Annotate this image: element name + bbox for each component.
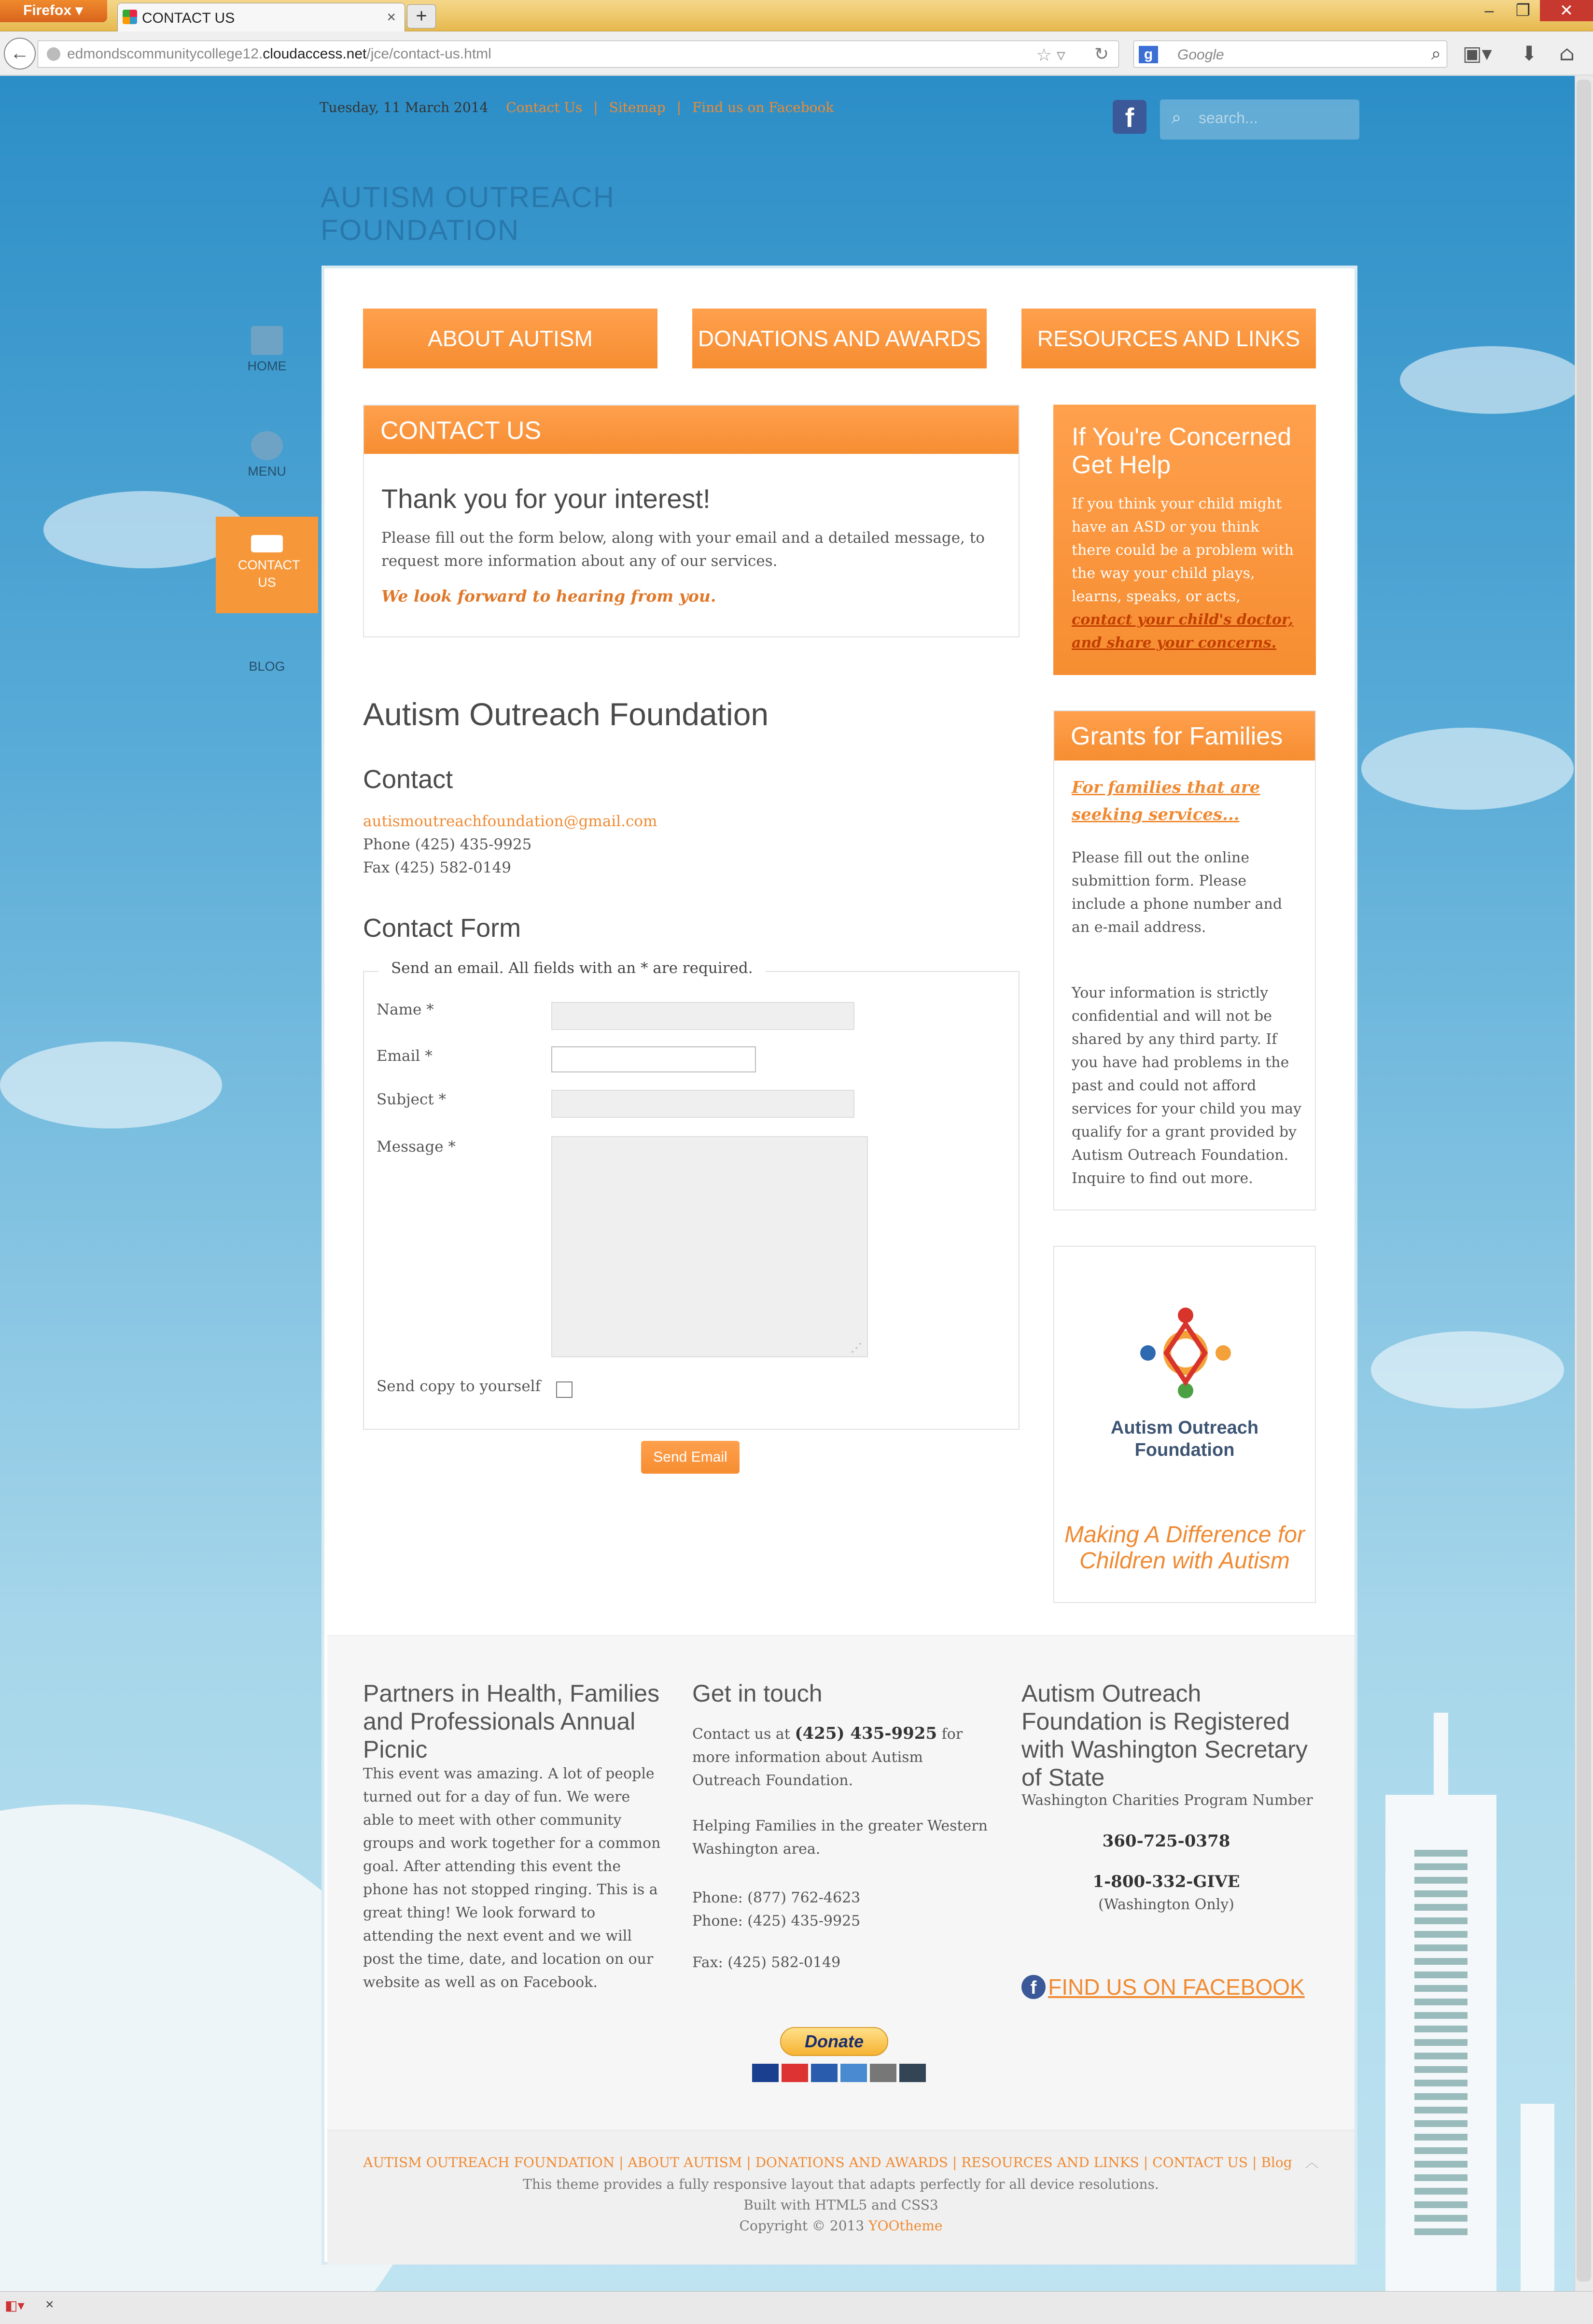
foundation-logo-line2: Foundation [1134,1440,1235,1460]
new-tab-button[interactable]: + [407,4,436,28]
subject-label: Subject * [377,1091,447,1108]
back-to-top-icon[interactable]: ︿ [1305,2155,1319,2170]
facebook-icon: f [1021,1975,1046,1999]
main-content [321,266,1357,2265]
restore-icon[interactable]: ❐ [1515,1,1531,20]
search-engine-placeholder: Google [1177,47,1224,63]
concerned-text: If you think your child might have an ASD or you think there could be a problem with the way your child plays, learns, speaks, or acts, [1072,495,1294,605]
nav-donations-and-awards[interactable]: DONATIONS AND AWARDS [692,309,987,368]
status-bar [0,2291,1593,2324]
tab-close-icon[interactable]: × [387,8,396,26]
contact-intro-text: Please fill out the form below, along with your email and a detailed message, to request more information about any of our services. [381,529,985,570]
tab-title: CONTACT US [142,10,235,26]
building-decoration [1385,1795,1496,2291]
card-icon [811,2064,838,2082]
footer-bottom-bar [327,2130,1355,2265]
url-bar[interactable] [38,41,1119,68]
bookmarks-menu-icon[interactable]: ▣▾ [1463,42,1492,65]
footer-link-contact[interactable]: CONTACT US [1152,2155,1248,2170]
toolbar-link-facebook[interactable]: Find us on Facebook [692,99,834,115]
footer-link-resources[interactable]: RESOURCES AND LINKS [961,2155,1139,2170]
form-legend: Send an email. All fields with an * are required. [378,959,766,977]
firefox-menu-button[interactable]: Firefox ▾ [0,0,107,22]
contact-doctor-link[interactable]: contact your child's doctor, and share your concerns. [1072,611,1294,651]
url-domain: cloudaccess.net [263,46,367,62]
grants-families-link[interactable]: For families that are seeking services... [1072,778,1260,824]
theme-description: This theme provides a fully responsive layout that adapts perfectly for all device resolutions. [523,2176,1159,2192]
concerned-title-line1: If You're Concerned [1072,423,1292,451]
foundation-logo-box [1053,1246,1316,1603]
cloud-decoration [1400,346,1583,414]
thank-you-title: Thank you for your interest! [381,483,711,514]
footer-link-blog[interactable]: Blog [1261,2155,1292,2170]
org-name-heading: Autism Outreach Foundation [363,696,769,732]
grants-box [1053,710,1316,1211]
grants-paragraph-1: Please fill out the online submittion form. Please include a phone number and an e-mail address. [1072,849,1283,936]
email-input[interactable] [551,1046,756,1072]
footer-fax: Fax: (425) 582-0149 [692,1954,841,1971]
footer-picnic-text: This event was amazing. A lot of people turned out for a day of fun. We were able to meet with other community groups and work together for a common goal. After attending this event the phone has not stopped ringing. This is a great thing! We look forward to attending the next event and we will post the time, date, and location on our website as well as on Facebook. [363,1765,661,1991]
sidebar-item-label: BLOG [249,659,285,674]
card-icon [840,2064,867,2082]
concerned-title [1072,423,1298,479]
send-copy-checkbox[interactable] [556,1381,573,1398]
message-label: Message * [377,1138,456,1155]
sidebar-item-label: HOME [247,359,287,373]
footer-registered-title: Autism Outreach Foundation is Registered with Washington Secretary of State [1021,1680,1308,1791]
card-icon [752,2064,779,2082]
find-us-facebook-link[interactable]: FIND US ON FACEBOOK [1048,1974,1305,2000]
built-with-text: Built with HTML5 and CSS3 [743,2197,938,2213]
footer-link-home[interactable]: AUTISM OUTREACH FOUNDATION [363,2155,615,2170]
url-prefix: edmondscommunitycollege12. [67,46,263,62]
footer-menu: AUTISM OUTREACH FOUNDATION | ABOUT AUTISM | DONATIONS AND AWARDS | RESOURCES AND LINKS | CONTACT US | Blog ︿ [363,2155,1319,2170]
current-date: Tuesday, 11 March 2014 [320,99,489,115]
slogan-line2: Children with Autism [1079,1548,1290,1574]
org-phone: Phone (425) 435-9925 [363,836,532,853]
cloud-decoration [0,1042,222,1128]
web-search-input[interactable] [1133,41,1447,68]
toolbar-link-sitemap[interactable]: Sitemap [609,99,666,115]
contact-card-icon [251,535,283,552]
downloads-icon[interactable]: ⬇ [1521,42,1538,65]
footer-get-in-touch-title: Get in touch [692,1680,823,1707]
payment-cards [752,2064,926,2082]
status-close-icon[interactable]: × [45,2296,54,2312]
send-email-button[interactable]: Send Email [641,1441,740,1474]
back-button[interactable]: ← [4,38,36,70]
copyright [327,2218,1355,2234]
footer-contact-phone: (425) 435-9925 [795,1724,937,1743]
sidebar-item-blog[interactable] [216,659,318,674]
browser-chrome [0,0,1593,76]
footer-facebook-link-row[interactable] [1021,1974,1305,2003]
footer-contact-post: for more information about Autism Outreach Foundation. [692,1726,963,1789]
tab-contact-us[interactable] [117,3,405,31]
card-icon [782,2064,808,2082]
sidebar-item-home[interactable] [216,326,318,374]
email-label: Email * [377,1047,433,1065]
scrollbar-thumb[interactable] [1577,80,1591,2282]
site-search-placeholder: search... [1199,109,1258,127]
bookmark-star-icon[interactable]: ☆ ▿ [1036,45,1065,65]
reload-icon[interactable]: ↻ [1094,44,1109,64]
logo-line1: AUTISM OUTREACH [321,181,615,213]
search-icon: ⌕ [1172,107,1182,127]
concerned-title-line2: Get Help [1072,451,1171,479]
menu-icon [251,431,283,460]
footer-program-label: Washington Charities Program Number [1021,1792,1313,1809]
foundation-slogan [1054,1522,1315,1574]
foundation-logo-icon [1137,1305,1234,1401]
resize-handle-icon[interactable]: ⋰ [851,1341,862,1354]
name-label: Name * [377,1001,434,1018]
footer-program-number: 360-725-0378 [1102,1831,1230,1851]
addon-icon[interactable]: ◧▾ [5,2298,25,2313]
toolbar-link-contact-us[interactable]: Contact Us [506,99,583,115]
footer-contact-pre: Contact us at [692,1726,790,1743]
send-copy-label: Send copy to yourself [377,1378,541,1395]
firefox-menu-label: Firefox [23,2,72,18]
minimize-icon[interactable]: – [1484,1,1494,20]
card-icon [870,2064,896,2082]
footer-contact-text [692,1722,992,1792]
nav-resources-and-links[interactable]: RESOURCES AND LINKS [1021,309,1316,368]
concerned-box [1053,405,1316,675]
contact-tagline: We look forward to hearing from you. [381,587,716,606]
cloud-decoration [1371,1331,1564,1408]
logo-line2: FOUNDATION [321,214,520,246]
grants-paragraph-2: Your information is strictly confidential and will not be shared by any third party. If you have had problems in the past and could not afford services for your child you may qualify for a grant provided by Autism Outreach Foundation. Inquire to find out more. [1072,985,1301,1187]
home-icon[interactable]: ⌂ [1559,42,1575,65]
footer-washington-only: (Washington Only) [1098,1896,1234,1913]
foundation-logo-line1: Autism Outreach [1110,1418,1259,1438]
sidebar-item-label: CONTACT US [238,558,300,590]
tab-bar [0,0,1593,31]
url-path: /jce/contact-us.html [366,46,491,62]
contact-form-heading: Contact Form [363,914,521,943]
contact-us-box [363,405,1020,637]
contact-heading: Contact [363,765,453,794]
building-decoration [1521,2104,1554,2291]
yootheme-link[interactable]: YOOtheme [868,2218,943,2234]
name-input[interactable] [551,1002,854,1030]
home-icon [251,326,283,355]
window-close-icon[interactable]: ✕ [1540,0,1593,21]
google-icon[interactable]: g [1139,46,1158,63]
slogan-line1: Making A Difference for [1064,1522,1305,1548]
footer-phone-1: Phone: (877) 762-4623 [692,1889,861,1906]
paypal-donate-button[interactable]: Donate [780,2027,888,2056]
footer-picnic-title: Partners in Health, Families and Professionals Annual Picnic [363,1680,660,1763]
message-textarea[interactable] [551,1136,868,1357]
search-icon[interactable]: ⌕ [1431,43,1441,63]
sidebar-item-menu[interactable] [216,431,318,479]
org-fax: Fax (425) 582-0149 [363,859,511,876]
joomla-favicon-icon [123,10,137,24]
grants-heading: Grants for Families [1054,711,1315,761]
contact-us-heading: CONTACT US [364,406,1019,454]
site-identity-icon[interactable] [47,47,60,61]
navigation-bar [0,32,1593,75]
site-logo[interactable] [321,181,615,247]
footer-link-about-autism[interactable]: ABOUT AUTISM [628,2155,742,2170]
footer-give-number: 1-800-332-GIVE [1092,1872,1240,1891]
email-link[interactable]: autismoutreachfoundation@gmail.com [363,813,657,830]
footer-helping-text: Helping Families in the greater Western Washington area. [692,1817,988,1858]
copyright-text: Copyright © 2013 [739,2218,865,2234]
sidebar-item-label: MENU [248,464,286,479]
cloud-decoration [1361,728,1574,810]
subject-input[interactable] [551,1090,854,1118]
facebook-icon[interactable]: f [1113,100,1146,134]
nav-about-autism[interactable]: ABOUT AUTISM [363,309,657,368]
top-menu: Tuesday, 11 March 2014 Contact Us | Sitemap | Find us on Facebook [320,99,834,115]
card-icon [899,2064,926,2082]
sidebar-item-contact-us[interactable] [216,517,318,613]
foundation-logo-text [1054,1417,1315,1461]
footer-phone-2: Phone: (425) 435-9925 [692,1913,861,1930]
footer-link-donations[interactable]: DONATIONS AND AWARDS [755,2155,948,2170]
site-search-input[interactable] [1160,99,1359,140]
contact-form [363,959,1020,1430]
